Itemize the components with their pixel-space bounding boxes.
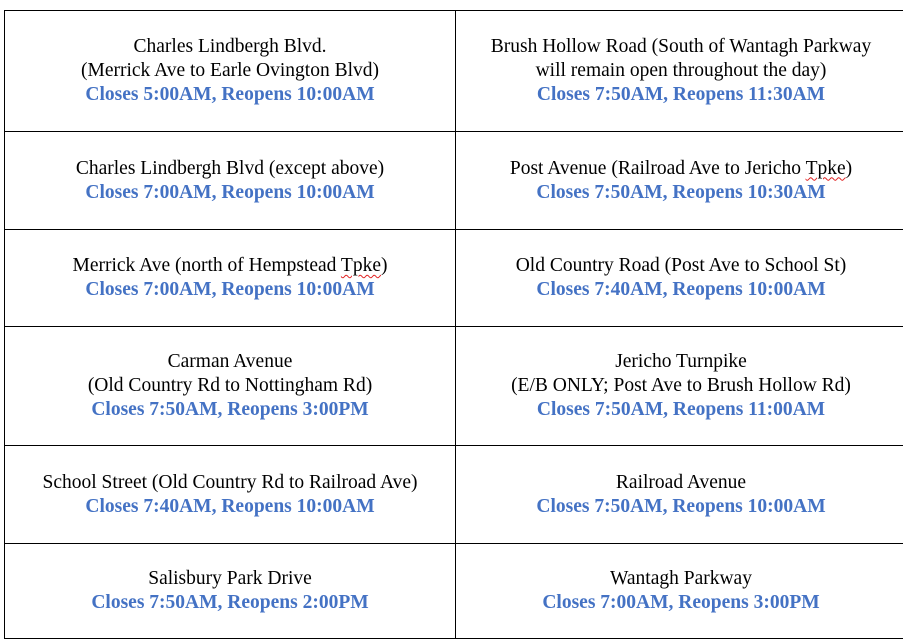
table-row bbox=[5, 327, 903, 446]
road-closures-table bbox=[4, 10, 903, 639]
closure-times: Closes 7:00AM, Reopens 3:00PM bbox=[542, 592, 820, 613]
road-name: Brush Hollow Road (South of Wantagh Parkway bbox=[490, 36, 872, 57]
closure-times: Closes 7:50AM, Reopens 11:00AM bbox=[536, 399, 826, 420]
spellcheck-flagged-word: Tpke bbox=[340, 255, 381, 276]
road-closure-cell bbox=[5, 327, 456, 446]
road-name-text: Post Avenue (Railroad Ave to Jericho bbox=[509, 157, 806, 179]
road-name: Carman Avenue bbox=[167, 351, 293, 372]
road-name: Jericho Turnpike bbox=[615, 351, 747, 372]
road-name-text: Merrick Ave (north of Hempstead bbox=[72, 255, 341, 276]
table-row bbox=[5, 230, 903, 327]
road-segment: will remain open throughout the day) bbox=[535, 60, 827, 81]
road-name: School Street (Old Country Rd to Railroad Ave) bbox=[42, 471, 418, 493]
closure-times: Closes 5:00AM, Reopens 10:00AM bbox=[85, 84, 375, 105]
road-closure-cell bbox=[5, 132, 456, 230]
road-name: Old Country Road (Post Ave to School St) bbox=[515, 255, 847, 276]
road-closure-cell bbox=[5, 230, 456, 327]
closure-times: Closes 7:00AM, Reopens 10:00AM bbox=[85, 181, 375, 203]
closure-times: Closes 7:50AM, Reopens 10:30AM bbox=[536, 181, 826, 203]
road-closure-cell bbox=[456, 132, 903, 230]
road-closure-cell bbox=[456, 446, 903, 544]
road-name-text-end: ) bbox=[381, 255, 388, 276]
road-segment: (Old Country Rd to Nottingham Rd) bbox=[87, 375, 373, 396]
spellcheck-flagged-word: Tpke bbox=[805, 157, 846, 179]
road-segment: (Merrick Ave to Earle Ovington Blvd) bbox=[80, 60, 380, 81]
closure-times: Closes 7:50AM, Reopens 10:00AM bbox=[536, 495, 826, 517]
road-closure-cell bbox=[456, 327, 903, 446]
road-name-text-end: ) bbox=[845, 157, 853, 179]
road-name bbox=[458, 157, 903, 181]
road-closure-cell bbox=[5, 544, 456, 639]
road-closure-cell bbox=[5, 446, 456, 544]
road-name: Salisbury Park Drive bbox=[148, 568, 312, 589]
table-row bbox=[5, 544, 903, 639]
road-name bbox=[7, 254, 453, 278]
road-segment: (E/B ONLY; Post Ave to Brush Hollow Rd) bbox=[511, 375, 851, 396]
road-closure-cell bbox=[5, 11, 456, 132]
closure-times: Closes 7:50AM, Reopens 3:00PM bbox=[91, 399, 369, 420]
road-closure-cell bbox=[456, 11, 903, 132]
closure-times: Closes 7:50AM, Reopens 2:00PM bbox=[91, 592, 369, 613]
closure-times: Closes 7:00AM, Reopens 10:00AM bbox=[85, 279, 375, 300]
road-closure-cell bbox=[456, 544, 903, 639]
road-name: Railroad Avenue bbox=[615, 471, 747, 493]
road-name: Charles Lindbergh Blvd (except above) bbox=[75, 157, 385, 179]
table-row bbox=[5, 11, 903, 132]
road-name: Wantagh Parkway bbox=[610, 568, 752, 589]
table-row bbox=[5, 132, 903, 230]
road-closure-cell bbox=[456, 230, 903, 327]
table-row bbox=[5, 446, 903, 544]
closure-times: Closes 7:50AM, Reopens 11:30AM bbox=[536, 84, 826, 105]
road-name: Charles Lindbergh Blvd. bbox=[133, 36, 327, 57]
closure-times: Closes 7:40AM, Reopens 10:00AM bbox=[536, 279, 826, 300]
closure-times: Closes 7:40AM, Reopens 10:00AM bbox=[85, 495, 375, 517]
